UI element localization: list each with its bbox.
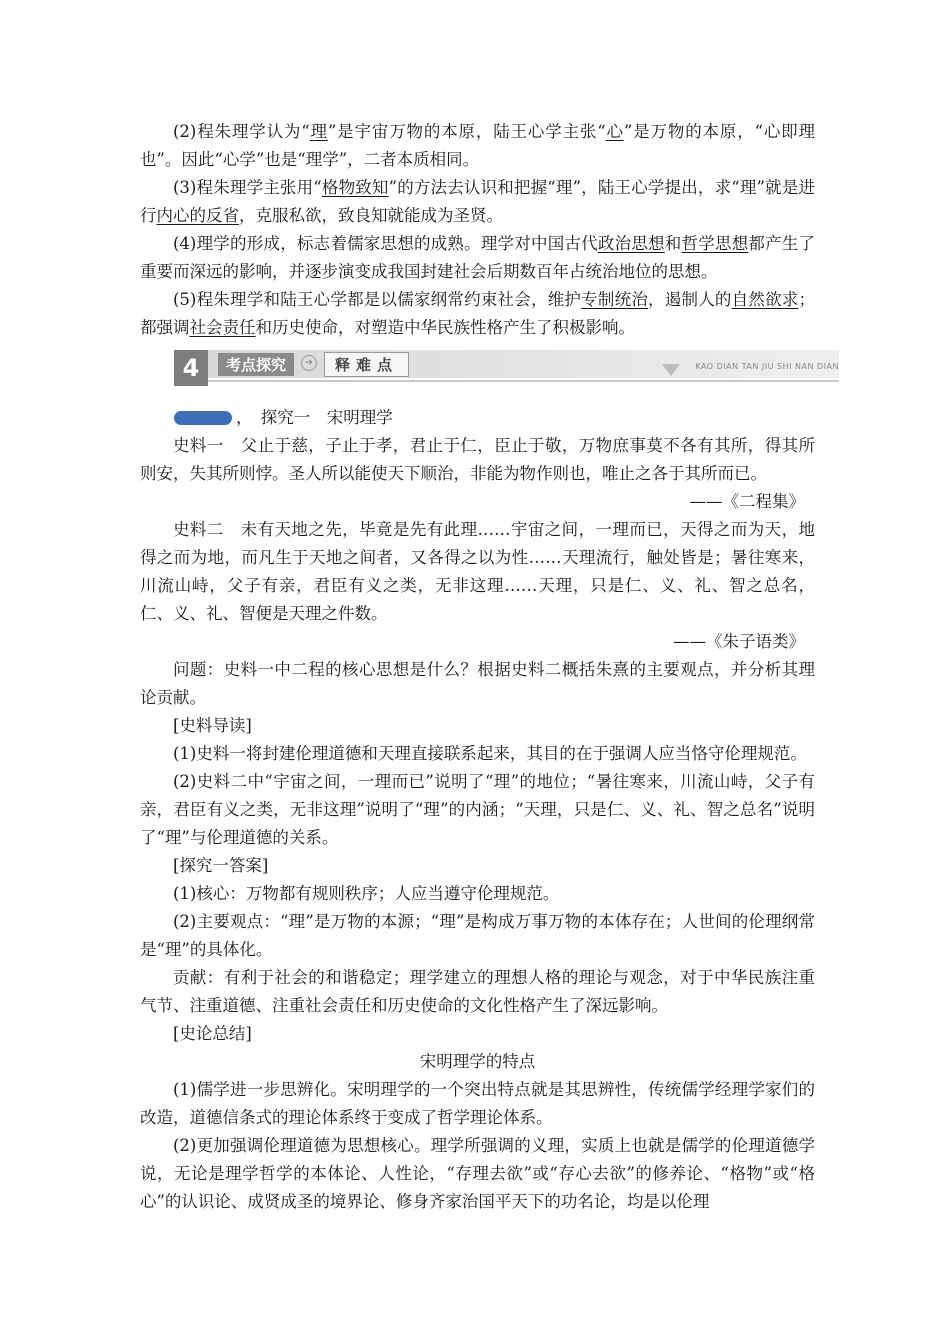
triangle-marker-icon [662,364,680,376]
guide-point-1: (1)史料一将封建伦理道德和天理直接联系起来，其目的在于强调人应当恪守伦理规范。 [173,744,807,763]
summary-point-2: (2)更加强调伦理道德为思想核心。理学所强调的义理，实质上也就是儒学的伦理道德学说，无论是理学哲学的本体论、人性论，“存理去欲”或“存心去欲”的修养论、“格物”或“格心”的认识论、成贤成圣的境界论、修身齐家治国平天下的功名论，均是以伦理 [140,1136,815,1211]
underlined-term: 理 [309,122,328,141]
section-banner [174,350,839,392]
source-two: 史料二 未有天地之先，毕竟是先有此理……宇宙之间，一理而已，天得之而为天，地得之而为地，而凡生于天地之间者，又各得之以为性……天理流行，触处皆是；暑往寒来，川流山峙，父子有亲，君臣有义之类，无非这理……天理，只是仁、义、礼、智之总名，仁、义、礼、智便是天理之件数。 [140,520,815,623]
arrow-circle-icon: ➔ [301,355,317,371]
underlined-term: 内心的反省 [156,206,239,225]
paragraph-2: (2)程朱理学认为“理”是宇宙万物的本原，陆王心学主张“心”是万物的本原，“心即理也”。因此“心学”也是“理学”，二者本质相同。 [140,122,816,169]
source-one-reference: ——《二程集》 [689,492,805,511]
answer-point-1: (1)核心：万物都有规则秩序；人应当遵守伦理规范。 [173,884,560,903]
source-two-reference: ——《朱子语类》 [673,632,805,651]
banner-label-secondary: 释难点 [324,352,409,377]
page-content [140,118,839,1216]
summary-heading: 宋明理学的特点 [419,1052,536,1071]
underlined-term: 格物致知 [321,178,389,197]
underlined-term: 心 [605,122,624,141]
answer-point-2: (2)主要观点：“理”是万物的本源；“理”是构成万事万物的本体存在；人世间的伦理纲常是“理”的具体化。 [140,912,815,959]
question: 问题：史料一中二程的核心思想是什么？根据史料二概括朱熹的主要观点，并分析其理论贡献。 [140,660,815,707]
summary-title: [史论总结] [173,1024,252,1043]
paragraph-3: (3)程朱理学主张用“格物致知”的方法去认识和把握“理”，陆王心学提出，求“理”就是进行内心的反省，克服私欲，致良知就能成为圣贤。 [140,178,815,225]
guide-title: [史料导读] [173,716,252,735]
underlined-term: 政治思想 [597,234,665,253]
underlined-term: 社会责任 [189,318,256,337]
banner-label-primary: 考点探究 [218,353,294,376]
answer-contribution: 贡献：有利于社会的和谐稳定；理学建立的理想人格的理论与观念，对于中华民族注重气节、注重道德、注重社会责任和历史使命的文化性格产生了深远影响。 [140,968,815,1015]
banner-divider [208,380,839,382]
underlined-term: 自然欲求 [731,290,799,309]
source-one: 史料一 父止于慈，子止于孝，君止于仁，臣止于敬，万物庶事莫不各有其所，得其所则安，失其所则悖。圣人所以能使天下顺治，非能为物作则也，唯止之各于其所而已。 [140,436,815,483]
answer-title: [探究一答案] [173,856,269,875]
underlined-term: 哲学思想 [681,234,749,253]
paragraph-5: (5)程朱理学和陆王心学都是以儒家纲常约束社会，维护专制统治，遏制人的自然欲求；都强调社会责任和历史使命，对塑造中华民族性格产生了积极影响。 [140,290,816,337]
section-number: 4 [174,350,208,386]
guide-point-2: (2)史料二中“宇宙之间，一理而已”说明了“理”的地位；“暑往寒来，川流山峙，父子有亲，君臣有义之类，无非这理”说明了“理”的内涵；“天理，只是仁、义、礼、智之总名”说明了“理”与伦理道德的关系。 [140,772,815,847]
topic-pill-icon [174,411,232,425]
paragraph-4: (4)理学的形成，标志着儒家思想的成熟。理学对中国古代政治思想和哲学思想都产生了重要而深远的影响，并逐步演变成我国封建社会后期数百年占统治地位的思想。 [140,234,816,281]
summary-point-1: (1)儒学进一步思辨化。宋明理学的一个突出特点就是其思辨性，传统儒学经理学家们的改造，道德信条式的理论体系终于变成了哲学理论体系。 [140,1080,815,1127]
banner-english-label: KAO DIAN TAN JIU SHI NAN DIAN [695,362,839,371]
underlined-term: 专制统治 [581,290,649,309]
topic-label: ， 探究一 宋明理学 [236,408,393,427]
topic-heading [174,404,815,432]
